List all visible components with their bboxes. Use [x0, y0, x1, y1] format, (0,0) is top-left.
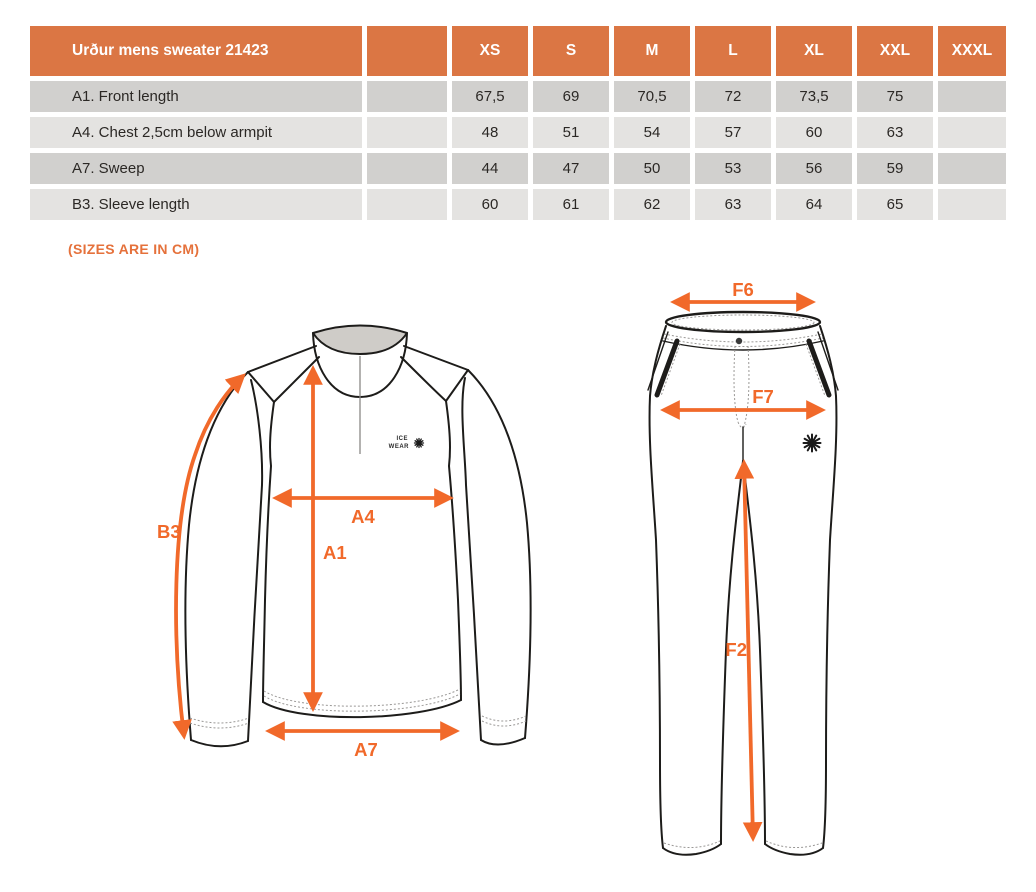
- b3-label: B3: [157, 521, 181, 542]
- value-cell: 69: [533, 81, 609, 112]
- sweater-measurements: [157, 369, 456, 760]
- sizes-in-cm-note: (SIZES ARE IN CM): [68, 241, 200, 257]
- value-cell: 47: [533, 153, 609, 184]
- size-column-header-xxxl: XXXL: [938, 26, 1006, 76]
- value-cell: [938, 117, 1006, 148]
- value-cell: 59: [857, 153, 933, 184]
- empty-cell: [367, 189, 447, 220]
- value-cell: 54: [614, 117, 690, 148]
- size-column-header-xs: XS: [452, 26, 528, 76]
- snowflake-icon: [415, 439, 424, 448]
- table-row: [30, 153, 1006, 184]
- value-cell: 63: [857, 117, 933, 148]
- snowflake-icon: [804, 435, 821, 452]
- sweater-diagram: [140, 280, 580, 780]
- a1-label: A1: [323, 542, 347, 563]
- right-pocket: [809, 341, 829, 395]
- waist-button: [736, 338, 742, 344]
- f7-label: F7: [752, 386, 774, 407]
- value-cell: 61: [533, 189, 609, 220]
- value-cell: 60: [776, 117, 852, 148]
- a4-label: A4: [351, 506, 375, 527]
- product-title: Urður mens sweater 21423: [30, 26, 362, 76]
- value-cell: 62: [614, 189, 690, 220]
- icewear-logo: [389, 436, 424, 450]
- value-cell: 48: [452, 117, 528, 148]
- pants-measurements: [664, 279, 822, 838]
- a7-label: A7: [354, 739, 378, 760]
- value-cell: [938, 153, 1006, 184]
- value-cell: 75: [857, 81, 933, 112]
- sweater-outline: [185, 326, 530, 747]
- value-cell: [938, 81, 1006, 112]
- empty-cell: [367, 81, 447, 112]
- pants-diagram: [615, 275, 955, 875]
- value-cell: 67,5: [452, 81, 528, 112]
- empty-cell: [367, 117, 447, 148]
- empty-header-cell: [367, 26, 447, 76]
- value-cell: 72: [695, 81, 771, 112]
- value-cell: 64: [776, 189, 852, 220]
- f6-label: F6: [732, 279, 754, 300]
- collar-opening: [313, 326, 407, 355]
- logo-text-ice: ICE: [396, 436, 408, 442]
- f2-label: F2: [725, 639, 747, 660]
- logo-text-wear: WEAR: [388, 444, 409, 450]
- value-cell: 50: [614, 153, 690, 184]
- empty-cell: [367, 153, 447, 184]
- size-table: [25, 21, 1011, 225]
- measurement-label: A1. Front length: [30, 81, 362, 112]
- value-cell: 65: [857, 189, 933, 220]
- value-cell: [938, 189, 1006, 220]
- value-cell: 70,5: [614, 81, 690, 112]
- table-header-row: [30, 26, 1006, 76]
- measurement-label: B3. Sleeve length: [30, 189, 362, 220]
- value-cell: 73,5: [776, 81, 852, 112]
- value-cell: 56: [776, 153, 852, 184]
- value-cell: 57: [695, 117, 771, 148]
- pants-outline: [648, 312, 838, 855]
- size-column-header-l: L: [695, 26, 771, 76]
- size-column-header-xl: XL: [776, 26, 852, 76]
- size-column-header-s: S: [533, 26, 609, 76]
- table-row: [30, 189, 1006, 220]
- value-cell: 63: [695, 189, 771, 220]
- value-cell: 53: [695, 153, 771, 184]
- table-row: [30, 117, 1006, 148]
- value-cell: 60: [452, 189, 528, 220]
- table-row: [30, 81, 1006, 112]
- measurement-label: A4. Chest 2,5cm below armpit: [30, 117, 362, 148]
- value-cell: 51: [533, 117, 609, 148]
- left-pocket: [657, 341, 677, 395]
- value-cell: 44: [452, 153, 528, 184]
- size-column-header-m: M: [614, 26, 690, 76]
- measurement-label: A7. Sweep: [30, 153, 362, 184]
- size-column-header-xxl: XXL: [857, 26, 933, 76]
